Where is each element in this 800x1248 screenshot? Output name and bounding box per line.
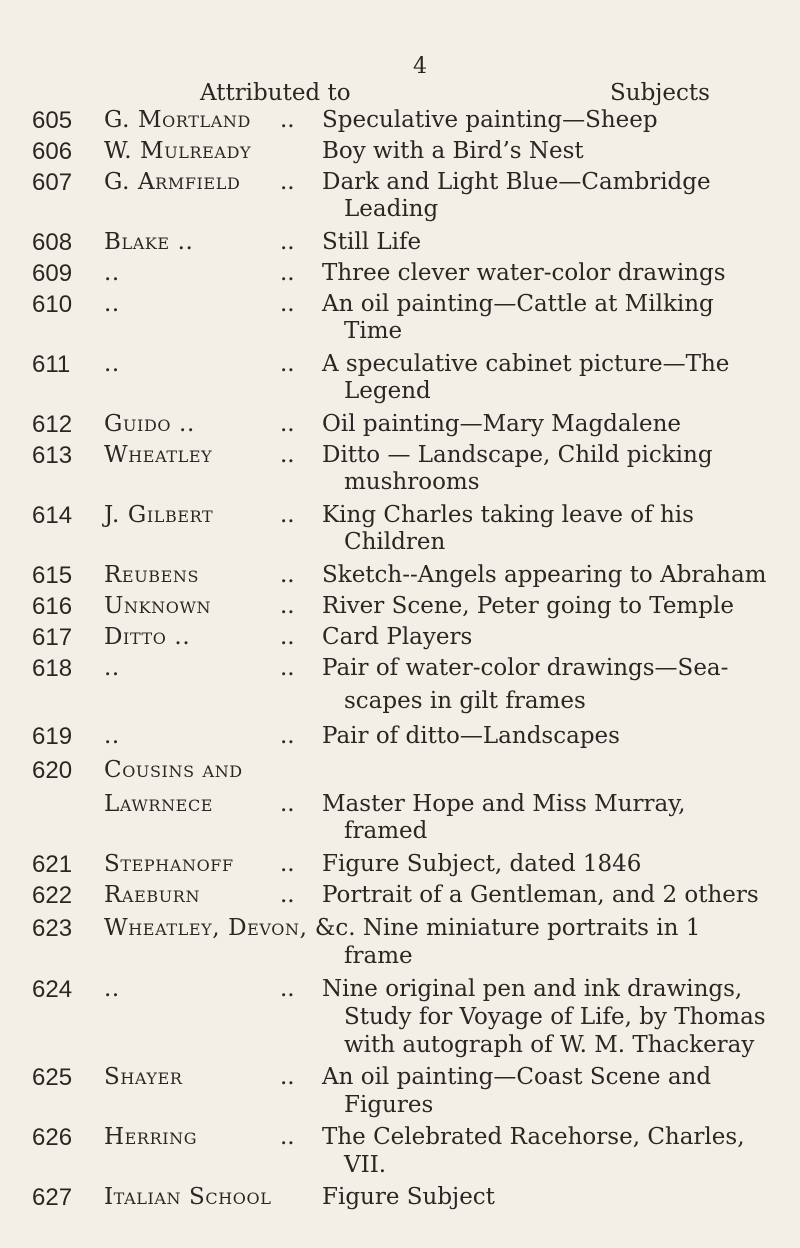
lot-subject: Three clever water-color drawings (322, 260, 726, 286)
lot-artist: .. (104, 260, 120, 286)
leader-dots: .. (280, 723, 295, 749)
lot-subject: Figure Subject, dated 1846 (322, 851, 642, 877)
lot-artist: Raeburn (104, 882, 201, 908)
lot-subject: Pair of water-color drawings—Sea- (322, 655, 729, 681)
lot-subject: &c. Nine miniature portraits in 1 (307, 915, 701, 941)
lot-artist: Wheatley, Devon, (104, 915, 308, 941)
lot-number: 614 (32, 502, 73, 529)
lot-artist: Stephanoff (104, 851, 234, 877)
leader-dots: .. (280, 976, 295, 1002)
leader-dots: .. (280, 502, 295, 528)
lot-artist: Reubens (104, 562, 200, 588)
lot-subject-continued: VII. (344, 1152, 387, 1178)
lot-number: 607 (32, 169, 73, 196)
lot-artist: Guido .. (104, 411, 195, 437)
lot-subject-continued: framed (344, 818, 428, 844)
leader-dots: .. (280, 107, 295, 133)
lot-subject: River Scene, Peter going to Temple (322, 593, 734, 619)
lot-number: 623 (32, 915, 73, 942)
leader-dots: .. (280, 351, 295, 377)
lot-number: 627 (32, 1184, 73, 1211)
leader-dots: .. (280, 442, 295, 468)
lot-number: 622 (32, 882, 73, 909)
leader-dots: .. (280, 260, 295, 286)
page-number: 4 (413, 54, 427, 79)
lot-number: 615 (32, 562, 73, 589)
lot-subject: Nine original pen and ink drawings, (322, 976, 743, 1002)
lot-subject: Oil painting—Mary Magdalene (322, 411, 681, 437)
lot-subject: Master Hope and Miss Murray, (322, 791, 686, 817)
lot-number: 625 (32, 1064, 73, 1091)
lot-subject-continued: mushrooms (344, 469, 480, 495)
lot-number: 608 (32, 229, 73, 256)
leader-dots: .. (280, 411, 295, 437)
leader-dots: .. (280, 562, 295, 588)
lot-subject: Still Life (322, 229, 422, 255)
lot-artist: Shayer (104, 1064, 183, 1090)
leader-dots: .. (280, 229, 295, 255)
lot-subject-continued: Legend (344, 378, 431, 404)
lot-subject-continued: frame (344, 943, 413, 969)
lot-subject: King Charles taking leave of his (322, 502, 694, 528)
lot-subject: The Celebrated Racehorse, Charles, (322, 1124, 745, 1150)
lot-artist: .. (104, 976, 120, 1002)
leader-dots: .. (280, 593, 295, 619)
lot-subject: Portrait of a Gentleman, and 2 others (322, 882, 759, 908)
lot-number: 616 (32, 593, 73, 620)
lot-artist: W. Mulready (104, 138, 252, 164)
lot-subject: Boy with a Bird’s Nest (322, 138, 584, 164)
lot-subject: Figure Subject (322, 1184, 495, 1210)
lot-subject-continued: Figures (344, 1092, 434, 1118)
lot-artist: Unknown (104, 593, 212, 619)
lot-artist: .. (104, 291, 120, 317)
leader-dots: .. (280, 1064, 295, 1090)
leader-dots: .. (280, 791, 295, 817)
lot-full-line (104, 914, 784, 943)
lot-subject: Pair of ditto—Landscapes (322, 723, 620, 749)
leader-dots: .. (280, 655, 295, 681)
lot-number: 618 (32, 655, 73, 682)
lot-number: 619 (32, 723, 73, 750)
lot-artist-continued: Lawrnece (104, 791, 214, 817)
lot-subject-continued: scapes in gilt frames (344, 688, 586, 714)
lot-number: 624 (32, 976, 73, 1003)
lot-subject: Sketch--Angels appearing to Abraham (322, 562, 767, 588)
lot-number: 626 (32, 1124, 73, 1151)
lot-number: 621 (32, 851, 73, 878)
lot-number: 612 (32, 411, 73, 438)
lot-artist: Cousins and (104, 757, 243, 783)
lot-artist: Ditto .. (104, 624, 191, 650)
lot-artist: Herring (104, 1124, 198, 1150)
lot-artist: G. Mortland (104, 107, 251, 133)
lot-artist: G. Armfield (104, 169, 241, 195)
lot-subject-continued: Children (344, 529, 446, 555)
lot-number: 620 (32, 757, 73, 784)
leader-dots: .. (280, 882, 295, 908)
lot-artist: .. (104, 723, 120, 749)
lot-subject: Speculative painting—Sheep (322, 107, 658, 133)
header-subjects: Subjects (610, 80, 710, 106)
lot-number: 617 (32, 624, 73, 651)
leader-dots: .. (280, 624, 295, 650)
leader-dots: .. (280, 169, 295, 195)
lot-subject: An oil painting—Coast Scene and (322, 1064, 712, 1090)
leader-dots: .. (280, 851, 295, 877)
lot-subject-continued: Study for Voyage of Life, by Thomas (344, 1004, 766, 1030)
lot-subject-continued: Leading (344, 196, 439, 222)
lot-artist: Italian School (104, 1184, 272, 1210)
lot-subject-continued: with autograph of W. M. Thackeray (344, 1032, 755, 1058)
lot-number: 606 (32, 138, 73, 165)
lot-artist: .. (104, 655, 120, 681)
lot-subject: Dark and Light Blue—Cambridge (322, 169, 711, 195)
lot-number: 605 (32, 107, 73, 134)
header-attributed: Attributed to (200, 80, 351, 106)
leader-dots: .. (280, 1124, 295, 1150)
lot-number: 611 (32, 351, 71, 378)
lot-number: 610 (32, 291, 73, 318)
lot-subject: A speculative cabinet picture—The (322, 351, 730, 377)
lot-subject: Card Players (322, 624, 473, 650)
lot-subject: An oil painting—Cattle at Milking (322, 291, 714, 317)
lot-number: 613 (32, 442, 73, 469)
lot-artist: J. Gilbert (104, 502, 214, 528)
lot-artist: Wheatley (104, 442, 213, 468)
lot-number: 609 (32, 260, 73, 287)
lot-artist: .. (104, 351, 120, 377)
lot-subject: Ditto — Landscape, Child picking (322, 442, 713, 468)
leader-dots: .. (280, 291, 295, 317)
lot-subject-continued: Time (344, 318, 403, 344)
lot-artist: Blake .. (104, 229, 194, 255)
